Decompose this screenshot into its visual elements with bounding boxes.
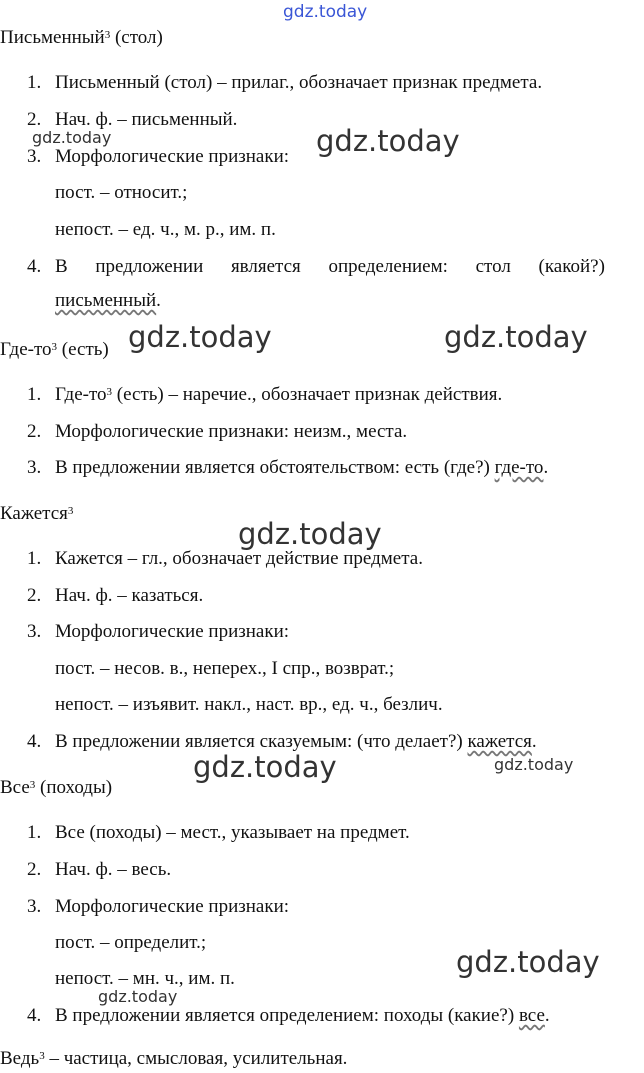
list-item: Морфологические признаки: неизм., места. <box>55 421 408 442</box>
watermark: gdz.today <box>128 320 272 354</box>
watermark: gdz.today <box>98 987 178 1006</box>
list-item: Нач. ф. – весь. <box>55 859 172 880</box>
list-subitem: пост. – несов. в., неперех., I спр., возврат.; <box>55 658 395 679</box>
list-number: 3. <box>27 457 42 478</box>
watermark: gdz.today <box>238 517 382 551</box>
list-number: 2. <box>27 109 42 130</box>
list-item: Кажется – гл., обозначает действие предмета. <box>55 548 423 569</box>
section-title: Все$^3$ (походы) <box>0 777 113 798</box>
list-subitem: непост. – изъявит. накл., наст. вр., ед. ч., безлич. <box>55 694 443 715</box>
list-item: Письменный (стол) – прилаг., обозначает признак предмета. <box>55 72 543 93</box>
list-subitem: пост. – определит.; <box>55 932 207 953</box>
list-item: Морфологические признаки: <box>55 621 290 642</box>
list-number: 4. <box>27 731 42 752</box>
list-number: 3. <box>27 146 42 167</box>
list-number: 4. <box>27 256 42 277</box>
list-number: 2. <box>27 421 42 442</box>
watermark: gdz.today <box>444 320 588 354</box>
watermark: gdz.today <box>193 750 337 784</box>
list-item: В предложении является обстоятельством: есть (где?) где-то. <box>55 457 549 478</box>
list-item: Морфологические признаки: <box>55 896 290 917</box>
list-subitem: непост. – мн. ч., им. п. <box>55 968 235 989</box>
section-title: Кажется$^3$ <box>0 503 74 524</box>
list-item: Нач. ф. – письменный. <box>55 109 238 130</box>
list-number: 1. <box>27 548 42 569</box>
list-item: В предложении является определением: стол (какой?) <box>55 256 605 277</box>
list-item: В предложении является сказуемым: (что делает?) кажется. <box>55 731 537 752</box>
list-number: 3. <box>27 896 42 917</box>
list-number: 1. <box>27 72 42 93</box>
list-item: В предложении является определением: походы (какие?) все. <box>55 1005 550 1026</box>
list-number: 3. <box>27 621 42 642</box>
watermark: gdz.today <box>32 128 112 147</box>
list-item: Нач. ф. – казаться. <box>55 585 204 606</box>
list-item: Морфологические признаки: <box>55 146 290 167</box>
watermark: gdz.today <box>494 755 574 774</box>
list-item: Все (походы) – мест., указывает на предмет. <box>55 822 410 843</box>
list-number: 2. <box>27 859 42 880</box>
watermark: gdz.today <box>456 945 600 979</box>
watermark: gdz.today <box>283 2 368 22</box>
section-title: Ведь$^3$ – частица, смысловая, усилительная. <box>0 1048 348 1069</box>
list-item-continuation: письменный. <box>55 290 161 311</box>
list-number: 1. <box>27 822 42 843</box>
list-subitem: непост. – ед. ч., м. р., им. п. <box>55 219 276 240</box>
list-number: 2. <box>27 585 42 606</box>
watermark: gdz.today <box>316 124 460 158</box>
list-item: Где-$то^3$ (есть) – наречие., обозначает признак действия. <box>55 384 503 405</box>
list-subitem: пост. – относит.; <box>55 182 188 203</box>
list-number: 1. <box>27 384 42 405</box>
list-number: 4. <box>27 1005 42 1026</box>
section-title: Где-$то^3$ (есть) <box>0 339 109 360</box>
section-title: Письменный$^3$ (стол) <box>0 27 163 48</box>
